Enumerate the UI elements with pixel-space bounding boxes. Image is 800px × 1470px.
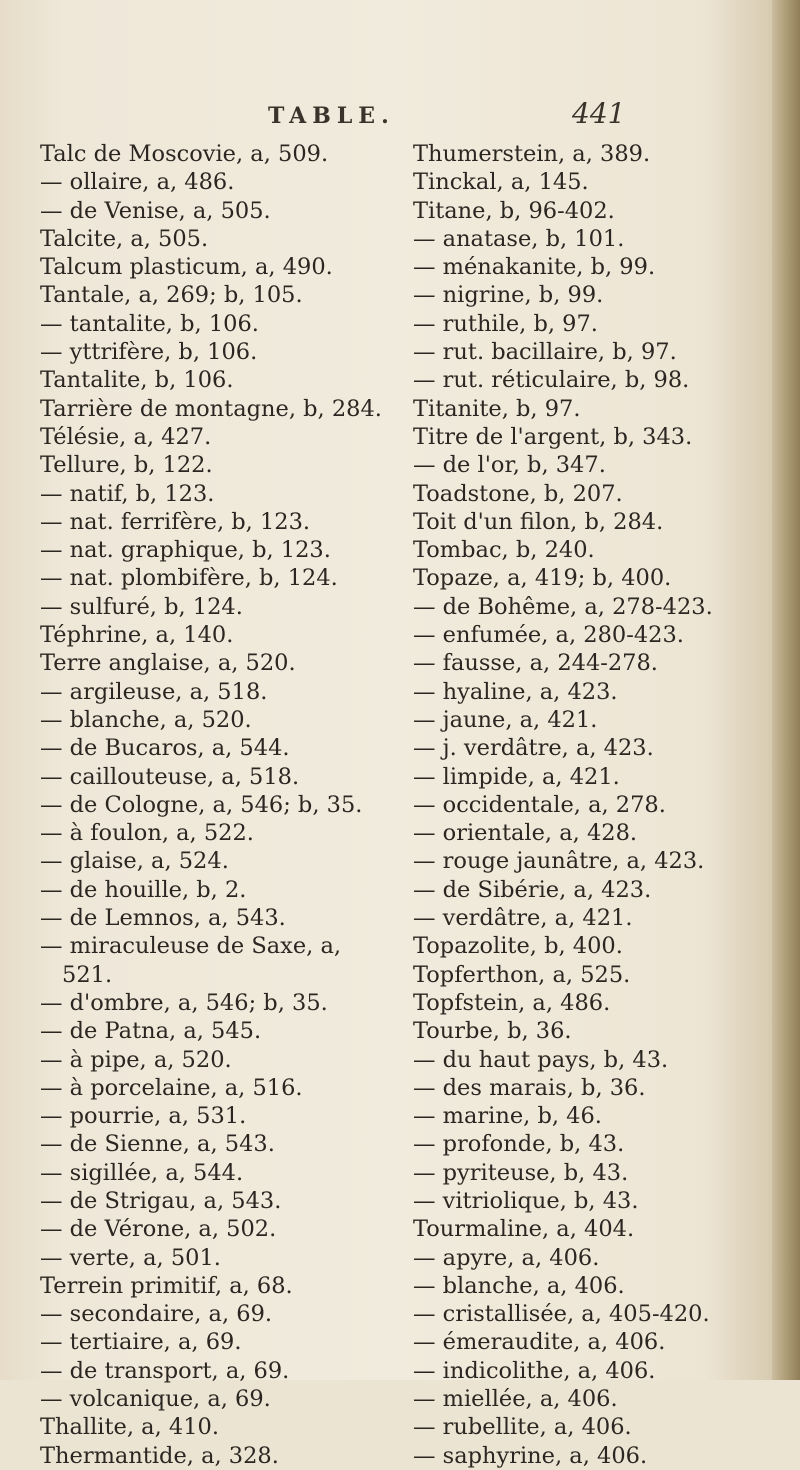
index-entry: — ménakanite, b, 99. [413, 254, 656, 281]
index-entry: Téphrine, a, 140. [40, 622, 234, 649]
index-entry: — jaune, a, 421. [413, 706, 598, 733]
index-entry: Tinckal, a, 145. [413, 169, 589, 196]
index-entry: — sulfuré, b, 124. [40, 593, 243, 620]
index-entry: Tourmaline, a, 404. [413, 1216, 635, 1243]
index-entry: — nat. graphique, b, 123. [40, 537, 331, 564]
index-entry: — de houille, b, 2. [40, 876, 247, 903]
page-header [0, 97, 800, 133]
index-entry: — profonde, b, 43. [413, 1131, 625, 1158]
index-entry: — orientale, a, 428. [413, 820, 638, 847]
index-entry: — de Patna, a, 545. [40, 1018, 262, 1045]
running-title: TABLE. [268, 103, 395, 129]
index-entry: Thallite, a, 410. [40, 1414, 219, 1441]
index-entry: — à pipe, a, 520. [40, 1046, 232, 1073]
index-entry: — de Bohême, a, 278-423. [413, 593, 713, 620]
index-entry: — blanche, a, 406. [413, 1272, 625, 1299]
index-entry: — pyriteuse, b, 43. [413, 1159, 629, 1186]
index-entry: — cristallisée, a, 405-420. [413, 1301, 710, 1328]
index-entry: Terre anglaise, a, 520. [40, 650, 296, 677]
index-entry: — du haut pays, b, 43. [413, 1046, 669, 1073]
index-entry: — nigrine, b, 99. [413, 282, 604, 309]
index-entry: — rubellite, a, 406. [413, 1414, 632, 1441]
index-entry: Tarrière de montagne, b, 284. [40, 395, 382, 422]
index-entry: — à foulon, a, 522. [40, 820, 254, 847]
index-entry: — ollaire, a, 486. [40, 169, 235, 196]
index-entry: — verte, a, 501. [40, 1244, 221, 1271]
index-entry: — enfumée, a, 280-423. [413, 622, 684, 649]
index-entry: — de transport, a, 69. [40, 1357, 290, 1384]
index-entry: — miraculeuse de Saxe, a, [40, 933, 342, 960]
index-entry: — argileuse, a, 518. [40, 678, 268, 705]
index-entry: Topaze, a, 419; b, 400. [413, 565, 672, 592]
index-entry: — miellée, a, 406. [413, 1386, 618, 1413]
index-entry: — de Venise, a, 505. [40, 197, 271, 224]
index-entry: Toadstone, b, 207. [413, 480, 623, 507]
index-entry: Topazolite, b, 400. [413, 933, 623, 960]
index-entry: — saphyrine, a, 406. [413, 1442, 648, 1469]
index-column-right [413, 140, 783, 1470]
index-entry: — de Vérone, a, 502. [40, 1216, 277, 1243]
index-entry: — vitriolique, b, 43. [413, 1187, 639, 1214]
index-entry: — de Bucaros, a, 544. [40, 735, 290, 762]
index-entry: — de l'or, b, 347. [413, 452, 606, 479]
index-entry: — rut. réticulaire, b, 98. [413, 367, 690, 394]
index-entry: Tombac, b, 240. [413, 537, 595, 564]
index-entry: Terrein primitif, a, 68. [40, 1272, 293, 1299]
index-entry: — hyaline, a, 423. [413, 678, 618, 705]
index-entry: — rouge jaunâtre, a, 423. [413, 848, 705, 875]
index-entry: 521. [62, 961, 113, 988]
index-entry: — sigillée, a, 544. [40, 1159, 244, 1186]
index-entry: — des marais, b, 36. [413, 1074, 646, 1101]
index-entry: Tantale, a, 269; b, 105. [40, 282, 303, 309]
page-number: 441 [572, 97, 626, 130]
index-entry: Tellure, b, 122. [40, 452, 213, 479]
index-entry: Toit d'un filon, b, 284. [413, 508, 664, 535]
index-entry: — de Sienne, a, 543. [40, 1131, 275, 1158]
index-entry: — de Strigau, a, 543. [40, 1187, 282, 1214]
index-entry: Talcite, a, 505. [40, 225, 209, 252]
index-entry: — natif, b, 123. [40, 480, 215, 507]
index-entry: Titanite, b, 97. [413, 395, 581, 422]
index-entry: Thumerstein, a, 389. [413, 141, 651, 167]
index-entry: — pourrie, a, 531. [40, 1103, 247, 1130]
index-entry: — limpide, a, 421. [413, 763, 620, 790]
index-entry: Titane, b, 96-402. [413, 197, 615, 224]
index-entry: Thermantide, a, 328. [40, 1442, 279, 1469]
index-entry: Tantalite, b, 106. [40, 367, 234, 394]
index-entry: Tourbe, b, 36. [413, 1018, 572, 1045]
index-entry: — caillouteuse, a, 518. [40, 763, 300, 790]
index-entry: Talcum plasticum, a, 490. [40, 254, 333, 281]
index-entry: — indicolithe, a, 406. [413, 1357, 656, 1384]
index-entry: — émeraudite, a, 406. [413, 1329, 666, 1356]
index-entry: Topfstein, a, 486. [413, 989, 611, 1016]
index-entry: — marine, b, 46. [413, 1103, 602, 1130]
index-entry: — rut. bacillaire, b, 97. [413, 339, 677, 366]
index-entry: — de Cologne, a, 546; b, 35. [40, 791, 363, 818]
index-entry: — d'ombre, a, 546; b, 35. [40, 989, 328, 1016]
index-entry: — yttrifère, b, 106. [40, 339, 258, 366]
index-entry: — glaise, a, 524. [40, 848, 229, 875]
index-column-left [40, 140, 380, 1470]
index-entry: — fausse, a, 244-278. [413, 650, 658, 677]
index-entry: Talc de Moscovie, a, 509. [40, 141, 329, 167]
index-entry: — occidentale, a, 278. [413, 791, 666, 818]
index-entry: — tantalite, b, 106. [40, 310, 259, 337]
index-entry: — de Lemnos, a, 543. [40, 905, 286, 932]
index-entry: — anatase, b, 101. [413, 225, 625, 252]
index-entry: — volcanique, a, 69. [40, 1386, 271, 1413]
index-entry: — à porcelaine, a, 516. [40, 1074, 303, 1101]
index-entry: — nat. ferrifère, b, 123. [40, 508, 311, 535]
index-entry: — de Sibérie, a, 423. [413, 876, 652, 903]
index-entry: Télésie, a, 427. [40, 423, 212, 450]
index-entry: Topferthon, a, 525. [413, 961, 631, 988]
index-entry: — tertiaire, a, 69. [40, 1329, 242, 1356]
index-entry: — blanche, a, 520. [40, 706, 252, 733]
index-entry: — ruthile, b, 97. [413, 310, 598, 337]
index-entry: Titre de l'argent, b, 343. [413, 423, 693, 450]
index-entry: — nat. plombifère, b, 124. [40, 565, 338, 592]
index-entry: — verdâtre, a, 421. [413, 905, 633, 932]
index-entry: — apyre, a, 406. [413, 1244, 600, 1271]
index-entry: — secondaire, a, 69. [40, 1301, 273, 1328]
index-entry: — j. verdâtre, a, 423. [413, 735, 654, 762]
